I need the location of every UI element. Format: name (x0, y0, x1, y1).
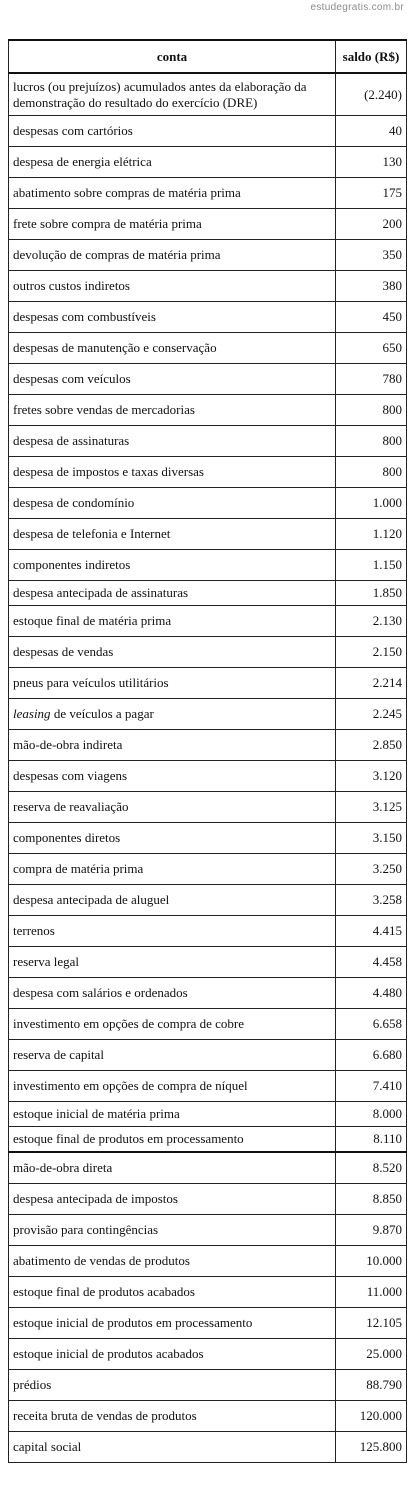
account-name-cell: outros custos indiretos (9, 271, 336, 302)
table-row (9, 457, 407, 488)
account-name-cell: pneus para veículos utilitários (9, 668, 336, 699)
table-row (9, 1009, 407, 1040)
balance-cell: 380 (336, 271, 407, 302)
account-name-cell: despesa com salários e ordenados (9, 978, 336, 1009)
account-name-cell: estoque final de produtos em processamento (9, 1127, 336, 1153)
balance-cell: 2.850 (336, 730, 407, 761)
balance-cell: 4.480 (336, 978, 407, 1009)
account-name-cell: provisão para contingências (9, 1215, 336, 1246)
balance-cell: 6.658 (336, 1009, 407, 1040)
account-name-cell: abatimento de vendas de produtos (9, 1246, 336, 1277)
table-row (9, 947, 407, 978)
account-name-cell: mão-de-obra indireta (9, 730, 336, 761)
account-name-cell: despesas com combustíveis (9, 302, 336, 333)
account-name-cell: despesa de assinaturas (9, 426, 336, 457)
account-name-cell: despesa antecipada de assinaturas (9, 581, 336, 606)
table-row (9, 271, 407, 302)
balance-cell: 350 (336, 240, 407, 271)
table-row (9, 488, 407, 519)
balance-cell: 8.520 (336, 1152, 407, 1184)
account-name-cell: estoque inicial de matéria prima (9, 1102, 336, 1127)
account-name-cell: receita bruta de vendas de produtos (9, 1401, 336, 1432)
table-row (9, 1339, 407, 1370)
balance-cell: 2.130 (336, 606, 407, 637)
balance-cell: 130 (336, 147, 407, 178)
table-row (9, 302, 407, 333)
table-row (9, 426, 407, 457)
site-watermark: estudegratis.com.br (310, 2, 404, 13)
account-name-cell: reserva de reavaliação (9, 792, 336, 823)
account-name-cell: despesas de vendas (9, 637, 336, 668)
balance-cell: 1.150 (336, 550, 407, 581)
account-name-cell: frete sobre compra de matéria prima (9, 209, 336, 240)
account-name-cell: estoque final de produtos acabados (9, 1277, 336, 1308)
balance-cell: 88.790 (336, 1370, 407, 1401)
balance-cell: 800 (336, 426, 407, 457)
table-row (9, 668, 407, 699)
table-row (9, 1184, 407, 1215)
table-row (9, 550, 407, 581)
balance-cell: 8.110 (336, 1127, 407, 1153)
account-name-cell: despesas com viagens (9, 761, 336, 792)
balance-cell: 7.410 (336, 1071, 407, 1102)
account-name-cell: reserva legal (9, 947, 336, 978)
balance-cell: 4.458 (336, 947, 407, 978)
balance-cell: 200 (336, 209, 407, 240)
account-name-cell: fretes sobre vendas de mercadorias (9, 395, 336, 426)
account-name-cell: investimento em opções de compra de cobre (9, 1009, 336, 1040)
balance-cell: (2.240) (336, 73, 407, 116)
account-name-cell (9, 699, 336, 730)
balance-cell: 2.245 (336, 699, 407, 730)
table-row (9, 1308, 407, 1339)
balance-cell: 25.000 (336, 1339, 407, 1370)
table-row (9, 916, 407, 947)
table-row (9, 637, 407, 668)
table-row (9, 519, 407, 550)
balance-cell: 3.250 (336, 854, 407, 885)
balance-cell: 6.680 (336, 1040, 407, 1071)
table-row (9, 1040, 407, 1071)
balance-cell: 780 (336, 364, 407, 395)
table-row (9, 178, 407, 209)
table-row (9, 606, 407, 637)
account-name-cell: estoque inicial de produtos em processamento (9, 1308, 336, 1339)
balance-cell: 9.870 (336, 1215, 407, 1246)
account-name-cell: devolução de compras de matéria prima (9, 240, 336, 271)
account-name-cell: despesa de impostos e taxas diversas (9, 457, 336, 488)
account-name-cell: despesa antecipada de impostos (9, 1184, 336, 1215)
table-header-row (9, 40, 407, 73)
balance-cell: 12.105 (336, 1308, 407, 1339)
account-name-cell: reserva de capital (9, 1040, 336, 1071)
balance-cell: 3.120 (336, 761, 407, 792)
table-row (9, 699, 407, 730)
table-row (9, 1370, 407, 1401)
table-row (9, 1152, 407, 1184)
table-row (9, 116, 407, 147)
account-name-cell: lucros (ou prejuízos) acumulados antes da elaboração da demonstração do resultado do exercício (DRE) (9, 73, 336, 116)
account-name-cell: terrenos (9, 916, 336, 947)
table-row (9, 823, 407, 854)
balance-cell: 3.258 (336, 885, 407, 916)
table-row (9, 240, 407, 271)
table-row (9, 333, 407, 364)
balance-cell: 175 (336, 178, 407, 209)
table-row (9, 395, 407, 426)
account-name-cell: componentes indiretos (9, 550, 336, 581)
balance-cell: 800 (336, 457, 407, 488)
table-row (9, 885, 407, 916)
balance-cell: 2.214 (336, 668, 407, 699)
table-row (9, 1215, 407, 1246)
balance-cell: 8.850 (336, 1184, 407, 1215)
table-row (9, 1277, 407, 1308)
accounts-table (8, 39, 407, 1463)
accounts-table-body (9, 73, 407, 1463)
account-name-cell: despesas com cartórios (9, 116, 336, 147)
balance-cell: 650 (336, 333, 407, 364)
table-row (9, 73, 407, 116)
balance-cell: 40 (336, 116, 407, 147)
account-name-cell: despesa de condomínio (9, 488, 336, 519)
account-name-cell: despesas de manutenção e conservação (9, 333, 336, 364)
account-name-cell: compra de matéria prima (9, 854, 336, 885)
balance-cell: 3.150 (336, 823, 407, 854)
account-name-cell: estoque inicial de produtos acabados (9, 1339, 336, 1370)
table-row (9, 209, 407, 240)
table-row (9, 1246, 407, 1277)
header-conta: conta (9, 40, 336, 73)
table-row (9, 147, 407, 178)
balance-cell: 450 (336, 302, 407, 333)
table-row (9, 1071, 407, 1102)
header-saldo: saldo (R$) (336, 40, 407, 73)
account-name-cell: investimento em opções de compra de níquel (9, 1071, 336, 1102)
balance-cell: 4.415 (336, 916, 407, 947)
balance-cell: 2.150 (336, 637, 407, 668)
balance-cell: 120.000 (336, 1401, 407, 1432)
account-name-text: de veículos a pagar (50, 706, 154, 721)
account-name-cell: despesa de telefonia e Internet (9, 519, 336, 550)
account-name-cell: mão-de-obra direta (9, 1152, 336, 1184)
balance-cell: 800 (336, 395, 407, 426)
table-row (9, 730, 407, 761)
table-row (9, 854, 407, 885)
table-row (9, 1432, 407, 1463)
balance-cell: 1.120 (336, 519, 407, 550)
account-name-cell: abatimento sobre compras de matéria prima (9, 178, 336, 209)
table-row (9, 581, 407, 606)
account-name-cell: capital social (9, 1432, 336, 1463)
balance-cell: 11.000 (336, 1277, 407, 1308)
balance-cell: 1.000 (336, 488, 407, 519)
table-row (9, 364, 407, 395)
table-row (9, 978, 407, 1009)
balance-cell: 1.850 (336, 581, 407, 606)
table-row (9, 761, 407, 792)
table-row (9, 1401, 407, 1432)
account-name-cell: componentes diretos (9, 823, 336, 854)
account-name-italic-term: leasing (13, 706, 51, 721)
table-row (9, 792, 407, 823)
account-name-cell: prédios (9, 1370, 336, 1401)
table-row (9, 1127, 407, 1153)
table-row (9, 1102, 407, 1127)
account-name-cell: estoque final de matéria prima (9, 606, 336, 637)
balance-cell: 3.125 (336, 792, 407, 823)
account-name-cell: despesa antecipada de aluguel (9, 885, 336, 916)
account-name-cell: despesas com veículos (9, 364, 336, 395)
account-name-cell: despesa de energia elétrica (9, 147, 336, 178)
balance-cell: 8.000 (336, 1102, 407, 1127)
balance-cell: 10.000 (336, 1246, 407, 1277)
balance-cell: 125.800 (336, 1432, 407, 1463)
